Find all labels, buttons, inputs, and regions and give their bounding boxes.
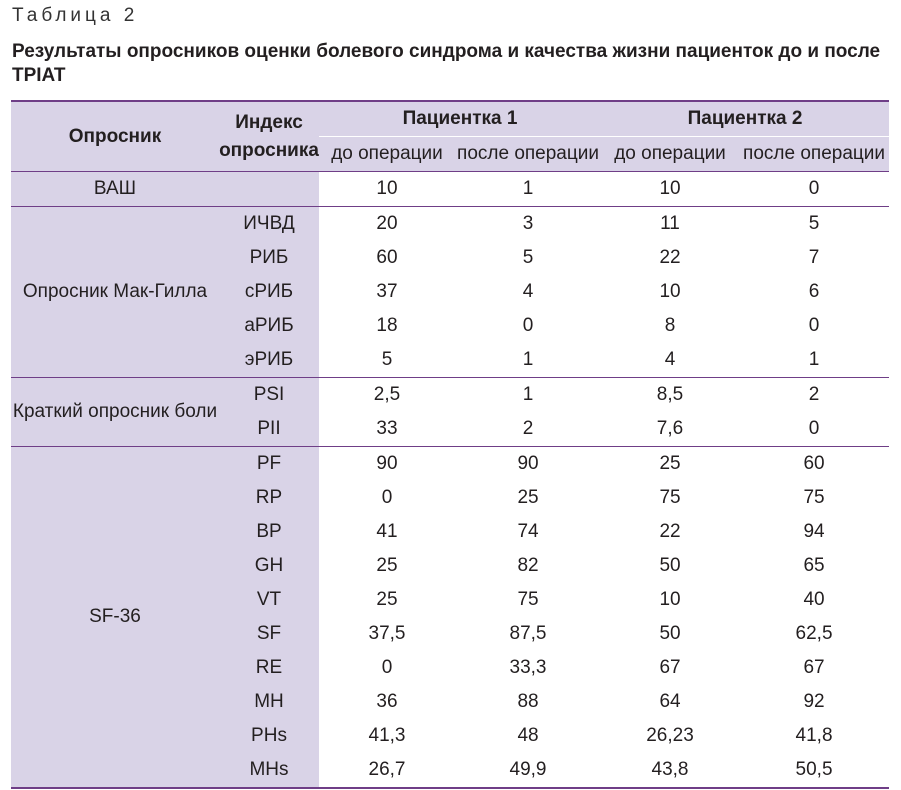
questionnaire-cell: Краткий опросник боли [11,378,219,447]
p2-before-cell: 10 [601,172,739,207]
p2-after-cell: 1 [739,343,889,378]
p2-after-cell: 0 [739,412,889,447]
p2-before-cell: 25 [601,447,739,482]
p2-after-cell: 0 [739,172,889,207]
index-cell: сРИБ [219,275,319,309]
p2-before-cell: 8,5 [601,378,739,413]
p1-before-cell: 60 [319,241,455,275]
p1-after-cell: 75 [455,583,601,617]
p1-after-cell: 5 [455,241,601,275]
p1-after-cell: 88 [455,685,601,719]
p1-before-cell: 25 [319,549,455,583]
index-cell: VT [219,583,319,617]
p2-before-cell: 50 [601,549,739,583]
p1-before-cell: 36 [319,685,455,719]
index-cell: PHs [219,719,319,753]
p1-before-cell: 0 [319,481,455,515]
p2-before-cell: 75 [601,481,739,515]
p2-before-cell: 22 [601,515,739,549]
p1-before-cell: 26,7 [319,753,455,788]
p1-after-cell: 4 [455,275,601,309]
p1-after-cell: 49,9 [455,753,601,788]
p1-after-cell: 33,3 [455,651,601,685]
p2-after-cell: 0 [739,309,889,343]
p2-after-cell: 7 [739,241,889,275]
p2-after-cell: 65 [739,549,889,583]
p2-after-cell: 6 [739,275,889,309]
questionnaire-cell: ВАШ [11,172,219,207]
p1-after-cell: 87,5 [455,617,601,651]
p2-after-cell: 75 [739,481,889,515]
p1-after-cell: 74 [455,515,601,549]
p1-before-cell: 90 [319,447,455,482]
p1-before-cell: 33 [319,412,455,447]
p2-before-cell: 26,23 [601,719,739,753]
p2-before-cell: 4 [601,343,739,378]
table-body [11,172,889,789]
header-index: Индекс опросника [219,101,319,172]
p2-after-cell: 67 [739,651,889,685]
header-p2-after: после операции [739,137,889,172]
p1-after-cell: 2 [455,412,601,447]
index-cell: SF [219,617,319,651]
index-cell [219,172,319,207]
header-row-top [11,101,889,137]
p2-after-cell: 50,5 [739,753,889,788]
p2-before-cell: 8 [601,309,739,343]
index-cell: PSI [219,378,319,413]
p2-before-cell: 43,8 [601,753,739,788]
index-cell: аРИБ [219,309,319,343]
table-header [11,101,889,172]
header-patient-1: Пациентка 1 [319,101,601,137]
p1-before-cell: 20 [319,207,455,242]
p2-before-cell: 50 [601,617,739,651]
p1-before-cell: 5 [319,343,455,378]
questionnaire-cell: Опросник Мак-Гилла [11,207,219,378]
index-cell: RP [219,481,319,515]
index-cell: РИБ [219,241,319,275]
index-cell: ИЧВД [219,207,319,242]
p1-before-cell: 18 [319,309,455,343]
header-p2-before: до операции [601,137,739,172]
p1-before-cell: 10 [319,172,455,207]
table-row [11,378,889,413]
p1-after-cell: 1 [455,378,601,413]
index-cell: PF [219,447,319,482]
p1-after-cell: 1 [455,172,601,207]
p1-before-cell: 37 [319,275,455,309]
p2-after-cell: 5 [739,207,889,242]
p2-before-cell: 10 [601,583,739,617]
p2-before-cell: 22 [601,241,739,275]
table-row [11,447,889,482]
index-cell: RE [219,651,319,685]
p1-before-cell: 37,5 [319,617,455,651]
p1-after-cell: 48 [455,719,601,753]
table-row [11,207,889,242]
table-title: Результаты опросников оценки болевого синдрома и качества жизни пациенток до и после TPIAT [12,41,881,86]
results-table [11,100,889,789]
p1-after-cell: 82 [455,549,601,583]
p2-before-cell: 10 [601,275,739,309]
index-cell: эРИБ [219,343,319,378]
p1-after-cell: 3 [455,207,601,242]
p1-before-cell: 25 [319,583,455,617]
header-questionnaire: Опросник [11,101,219,172]
p1-before-cell: 2,5 [319,378,455,413]
p1-after-cell: 90 [455,447,601,482]
index-cell: MHs [219,753,319,788]
p2-before-cell: 7,6 [601,412,739,447]
p1-after-cell: 1 [455,343,601,378]
header-patient-2: Пациентка 2 [601,101,889,137]
p1-before-cell: 41 [319,515,455,549]
p2-before-cell: 67 [601,651,739,685]
p1-after-cell: 0 [455,309,601,343]
p1-before-cell: 41,3 [319,719,455,753]
p2-after-cell: 60 [739,447,889,482]
p2-after-cell: 40 [739,583,889,617]
index-cell: PII [219,412,319,447]
header-p1-after: после операции [455,137,601,172]
header-p1-before: до операции [319,137,455,172]
p2-before-cell: 11 [601,207,739,242]
table-label: Таблица 2 [12,5,139,26]
p2-after-cell: 62,5 [739,617,889,651]
p1-before-cell: 0 [319,651,455,685]
index-cell: BP [219,515,319,549]
p2-after-cell: 94 [739,515,889,549]
p1-after-cell: 25 [455,481,601,515]
p2-after-cell: 2 [739,378,889,413]
index-cell: GH [219,549,319,583]
index-cell: MH [219,685,319,719]
p2-before-cell: 64 [601,685,739,719]
p2-after-cell: 92 [739,685,889,719]
p2-after-cell: 41,8 [739,719,889,753]
table-row [11,172,889,207]
questionnaire-cell: SF-36 [11,447,219,789]
